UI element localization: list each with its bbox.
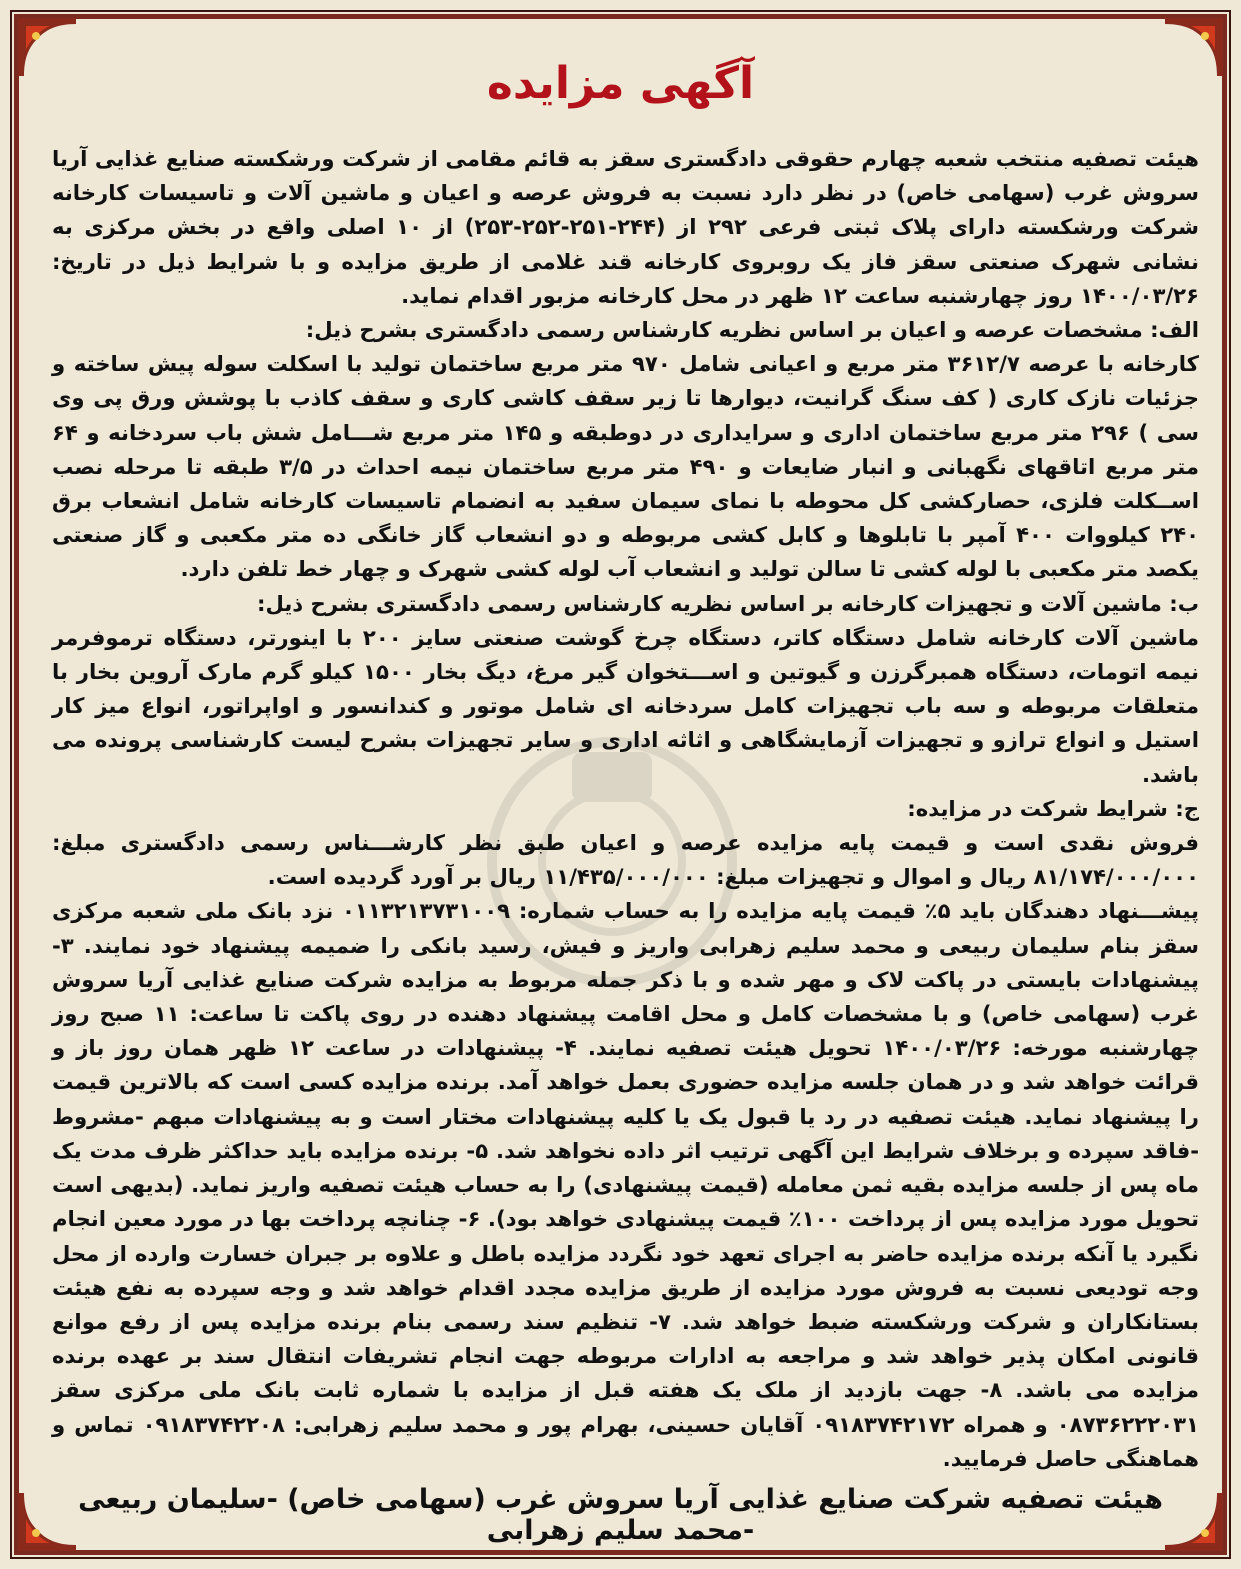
section-b-text: ماشین آلات کارخانه شامل دستگاه کاتر، دستگاه چرخ گوشت صنعتی سایز ۲۰۰ با اینورتر، دستگاه ترموفرمر نیمه اتومات، دستگاه همبرگرزن و گیوتین و اســـتخوان گیر مرغ، دیگ بخار ۱۵۰۰ کیلو گرم مارک آروین بخار با متعلقات مربوطه و سه باب تجهیزات کامل سردخانه ای شامل موتور و کندانسور و اواپراتور، انواع میز کار استیل و انواع ترازو و تجهیزات آزمایشگاهی و اثاثه اداری و سایر تجهیزات بشرح لیست کارشناسی پرونده می باشد. — [52, 624, 1200, 787]
base-price-text: فروش نقدی است و قیمت پایه مزایده عرصه و اعیان طبق نظر کارشـــناس رسمی دادگستری مبلغ: ۸۱/۱۷۴/۰۰۰/۰۰۰ ریال و اموال و تجهیزات مبلغ: ۱۱/۴۳۵/۰۰۰/۰۰۰ ریال بر آورد گردیده است. — [52, 830, 1199, 890]
section-a-heading: الف: مشخصات عرصه و اعیان بر اساس نظریه کارشناس رسمی دادگستری بشرح ذیل: — [305, 317, 1199, 343]
notice-body — [52, 142, 1199, 1476]
section-c-heading: ج: شرایط شرکت در مزایده: — [907, 795, 1199, 821]
section-b-heading: ب: ماشین آلات و تجهیزات کارخانه بر اساس نظریه کارشناس رسمی دادگستری بشرح ذیل: — [256, 590, 1199, 616]
signature-line: هیئت تصفیه شرکت صنایع غذایی آریا سروش غرب (سهامی خاص) -سلیمان ربیعی -محمد سلیم زهرابی — [78, 1484, 1163, 1546]
decorative-frame — [10, 10, 1231, 1559]
intro-paragraph: هیئت تصفیه منتخب شعبه چهارم حقوقی دادگستری سقز به قائم مقامی از شرکت ورشکسته صنایع غذایی آریا سروش غرب (سهامی خاص) در نظر دارد نسبت به فروش عرصه و اعیان و ماشین آلات و تاسیسات کارخانه شرکت ورشکسته دارای پلاک ثبتی فرعی ۲۹۲ از (۲۴۴-۲۵۱-۲۵۲-۲۵۳) از ۱۰ اصلی واقع در بخش مرکزی به نشانی شهرک صنعتی سقز فاز یک روبروی کارخانه قند غلامی از طریق مزایده و با شرایط ذیل در تاریخ: ۱۴۰۰/۰۳/۲۶ روز چهارشنبه ساعت ۱۲ ظهر در محل کارخانه مزبور اقدام نماید. — [52, 146, 1199, 308]
section-a-text: کارخانه با عرصه ۳۶۱۲/۷ متر مربع و اعیانی شامل ۹۷۰ متر مربع ساختمان تولید با اسکلت سوله پیش ساخته و جزئیات نازک کاری ( کف سنگ گرانیت، دیوارها تا زیر سقف کاشی کاری و سقف کاذب با پوشش ورق پی وی سی ) ۲۹۶ متر مربع ساختمان اداری و سرایداری در دوطبقه و ۱۴۵ متر مربع شـــامل شش باب سردخانه و ۶۴ متر مربع اتاقهای نگهبانی و انبار ضایعات و ۴۹۰ متر مربع ساختمان نیمه احداث در ۳/۵ طبقه تا مرحله نصب اســکلت فلزی، حصارکشی کل محوطه با نمای سیمان سفید به انضمام تاسیسات کارخانه شامل انشعاب برق ۲۴۰ کیلووات ۴۰۰ آمپر با تابلوها و کابل کشی مربوطه و دو انشعاب گاز خانگی ده متر مکعبی و گاز صنعتی یکصد متر مکعبی با لوله کشی تا سالن تولید و انشعاب آب لوله کشی شهرک و چهار خط تلفن دارد. — [52, 351, 1199, 582]
notice-title: آگهی مزایده — [486, 58, 755, 109]
conditions-text: پیشـــنهاد دهندگان باید ۵٪ قیمت پایه مزایده را به حساب شماره: ۰۱۱۳۲۱۳۷۳۱۰۰۹ نزد بانک ملی شعبه مرکزی سقز بنام سلیمان ربیعی و محمد سلیم زهرابی واریز و فیش، رسید بانکی را ضمیمه پیشنهاد خود نمایند. ۳- پیشنهادات بایستی در پاکت لاک و مهر شده و با ذکر جمله مربوط به مزایده شرکت صنایع غذایی آریا سروش غرب (سهامی خاص) و با مشخصات کامل و محل اقامت پیشنهاد دهنده در روی پاکت تا ساعت: ۱۱ صبح روز چهارشنبه مورخه: ۱۴۰۰/۰۳/۲۶ تحویل هیئت تصفیه نمایند. ۴- پیشنهادات در ساعت ۱۲ ظهر همان روز باز و قرائت خواهد شد و در همان جلسه مزایده حضوری بعمل خواهد آمد. برنده مزایده کسی است که بالاترین قیمت را پیشنهاد نماید. هیئت تصفیه در رد یا قبول یک یا کلیه پیشنهادات مختار است و به پیشنهادات مبهم -مشروط -فاقد سپرده و برخلاف شرایط این آگهی ترتیب اثر داده نخواهد شد. ۵- برنده مزایده باید حداکثر ظرف مدت یک ماه پس از جلسه مزایده بقیه ثمن معامله (قیمت پیشنهادی) را به حساب هیئت تصفیه واریز نماید. (بدیهی است تحویل مورد مزایده پس از پرداخت ۱۰۰٪ قیمت پیشنهادی خواهد بود). ۶- چنانچه پرداخت بها در مورد معین انجام نگیرد یا آنکه برنده مزایده حاضر به اجرای تعهد خود نگردد مزایده باطل و علاوه بر جبران خسارت وارده از محل وجه تودیعی نسبت به فروش مورد مزایده از طریق مزایده مجدد اقدام خواهد شد و وجه سپرده به نفع هیئت بستانکاران و شرکت ورشکسته ضبط خواهد شد. ۷- تنظیم سند رسمی بنام برنده مزایده پس از رفع موانع قانونی امکان پذیر خواهد شد و مراجعه به ادارات مربوطه جهت انجام تشریفات انتقال سند بر عهده برنده مزایده می باشد. ۸- جهت بازدید از ملک یک هفته قبل از مزایده با شماره ثابت بانک ملی مرکزی سقز ۰۸۷۳۶۲۲۲۰۳۱ و همراه ۰۹۱۸۳۷۴۲۱۷۲ آقایان حسینی، بهرام پور و محمد سلیم زهرابی: ۰۹۱۸۳۷۴۲۲۰۸ تماس و هماهنگی حاصل فرمایید. — [52, 898, 1199, 1471]
